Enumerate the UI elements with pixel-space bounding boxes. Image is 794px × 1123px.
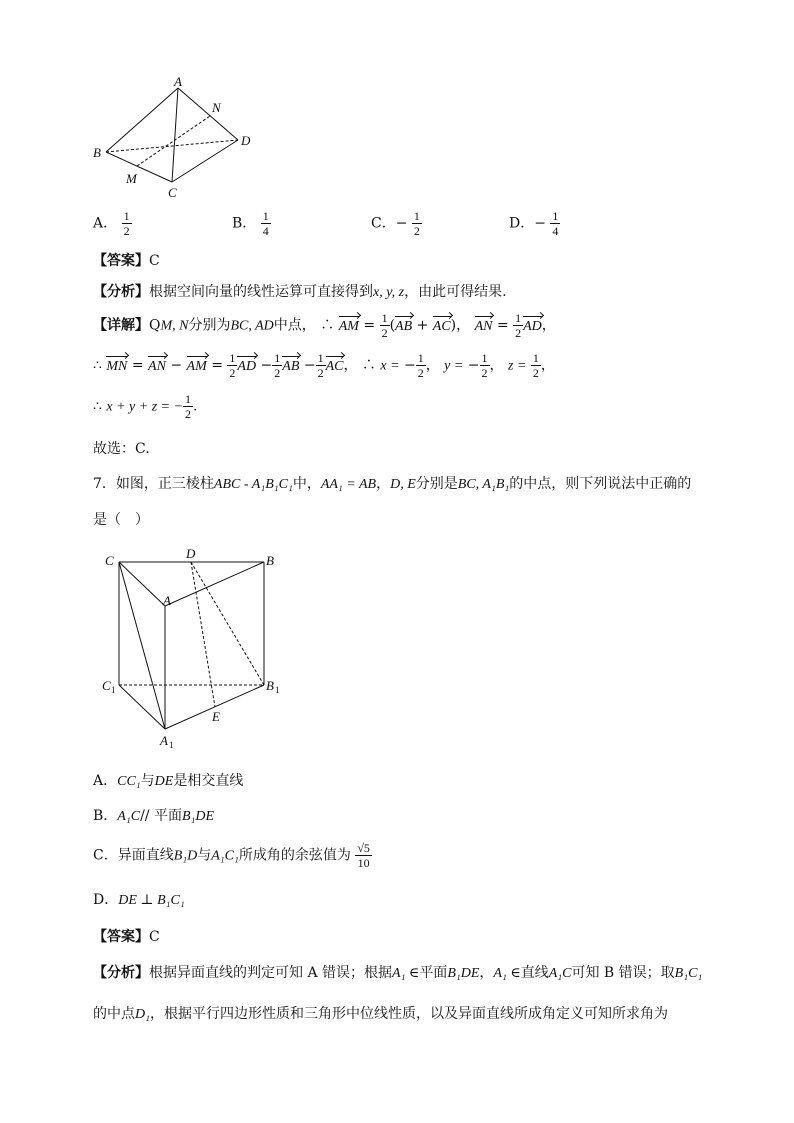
label-N: N	[212, 100, 221, 115]
label-C: C	[105, 553, 114, 568]
q7-option-a: A．CC₁与DE是相交直线	[93, 773, 244, 789]
label-E: E	[212, 709, 220, 724]
q7-stem-line2: 是（ ）	[93, 512, 149, 528]
q7-option-b: B．A₁C// 平面B₁DE	[93, 808, 215, 824]
q7-analysis-line2: 的中点D₁，根据平行四边形性质和三角形中位线性质，以及异面直线所成角定义可知所求角为	[93, 1006, 668, 1022]
label-C1-sub: 1	[111, 685, 116, 695]
q6-option-d: D．− $\frac{1}{4}$	[509, 209, 559, 238]
label-C1: C	[102, 678, 111, 693]
q7-option-c: C．异面直线B₁D与A₁C₁所成角的余弦值为 $\frac{√5}{10}$	[93, 841, 370, 870]
label-B1: B	[266, 678, 274, 693]
q6-analysis: 【分析】根据空间向量的线性运算可直接得到x, y, z，由此可得结果.	[93, 284, 507, 300]
label-A: A	[163, 593, 171, 608]
label-B1-sub: 1	[275, 685, 280, 695]
fraction: $\frac{1}{2}$	[123, 209, 130, 238]
q6-conclusion: 故选：C.	[93, 441, 150, 457]
q6-option-b: B． $\frac{1}{4}$	[232, 209, 269, 238]
q6-detail-line3: ∴ x + y + z = − $\frac{1}{2}$ .	[93, 392, 198, 421]
label-A1: A	[160, 733, 168, 748]
q6-detail-line1: 【详解】QM, N分别为BC, AD中点， ∴ AM = $\frac{1}{2}$ (AB + AC)， AN = $\frac{1}{2}$ AD，	[93, 311, 556, 340]
q6-detail-line2: ∴ MN = AN − AM = $\frac{1}{2}$ AD − $\frac{1}{2}$ AB − $\frac{1}{2}$ AC， ∴ x = − $\frac{1}{2}$ ， y = − $\frac{1}{2}$ ， z = $\frac{1}{2}$ ，	[93, 351, 555, 380]
label-A1-sub: 1	[169, 740, 174, 750]
label-C: C	[168, 185, 177, 200]
label-B: B	[93, 145, 101, 160]
q6-option-a: A． $\frac{1}{2}$	[93, 209, 130, 238]
q7-answer: 【答案】C	[93, 929, 160, 945]
label-D: D	[186, 546, 196, 561]
figure-tetrahedron	[88, 75, 268, 205]
q6-answer: 【答案】C	[93, 253, 160, 269]
label-A: A	[174, 75, 182, 89]
label-D: D	[241, 133, 251, 148]
q7-stem-line1: 7．如图，正三棱柱ABC - A₁B₁C₁中，AA₁ = AB，D, E分别是BC, A₁B₁的中点，则下列说法中正确的	[93, 476, 692, 492]
q6-option-c: C．− $\frac{1}{2}$	[371, 209, 420, 238]
label-M: M	[126, 171, 137, 186]
label-B: B	[266, 553, 274, 568]
figure-prism	[98, 545, 288, 750]
q7-option-d: D．DE ⊥ B₁C₁	[93, 892, 185, 908]
q7-analysis-line1: 【分析】根据异面直线的判定可知 A 错误；根据A₁ ∈平面B₁DE，A₁ ∈直线A₁C可知 B 错误；取B₁C₁	[93, 965, 703, 981]
